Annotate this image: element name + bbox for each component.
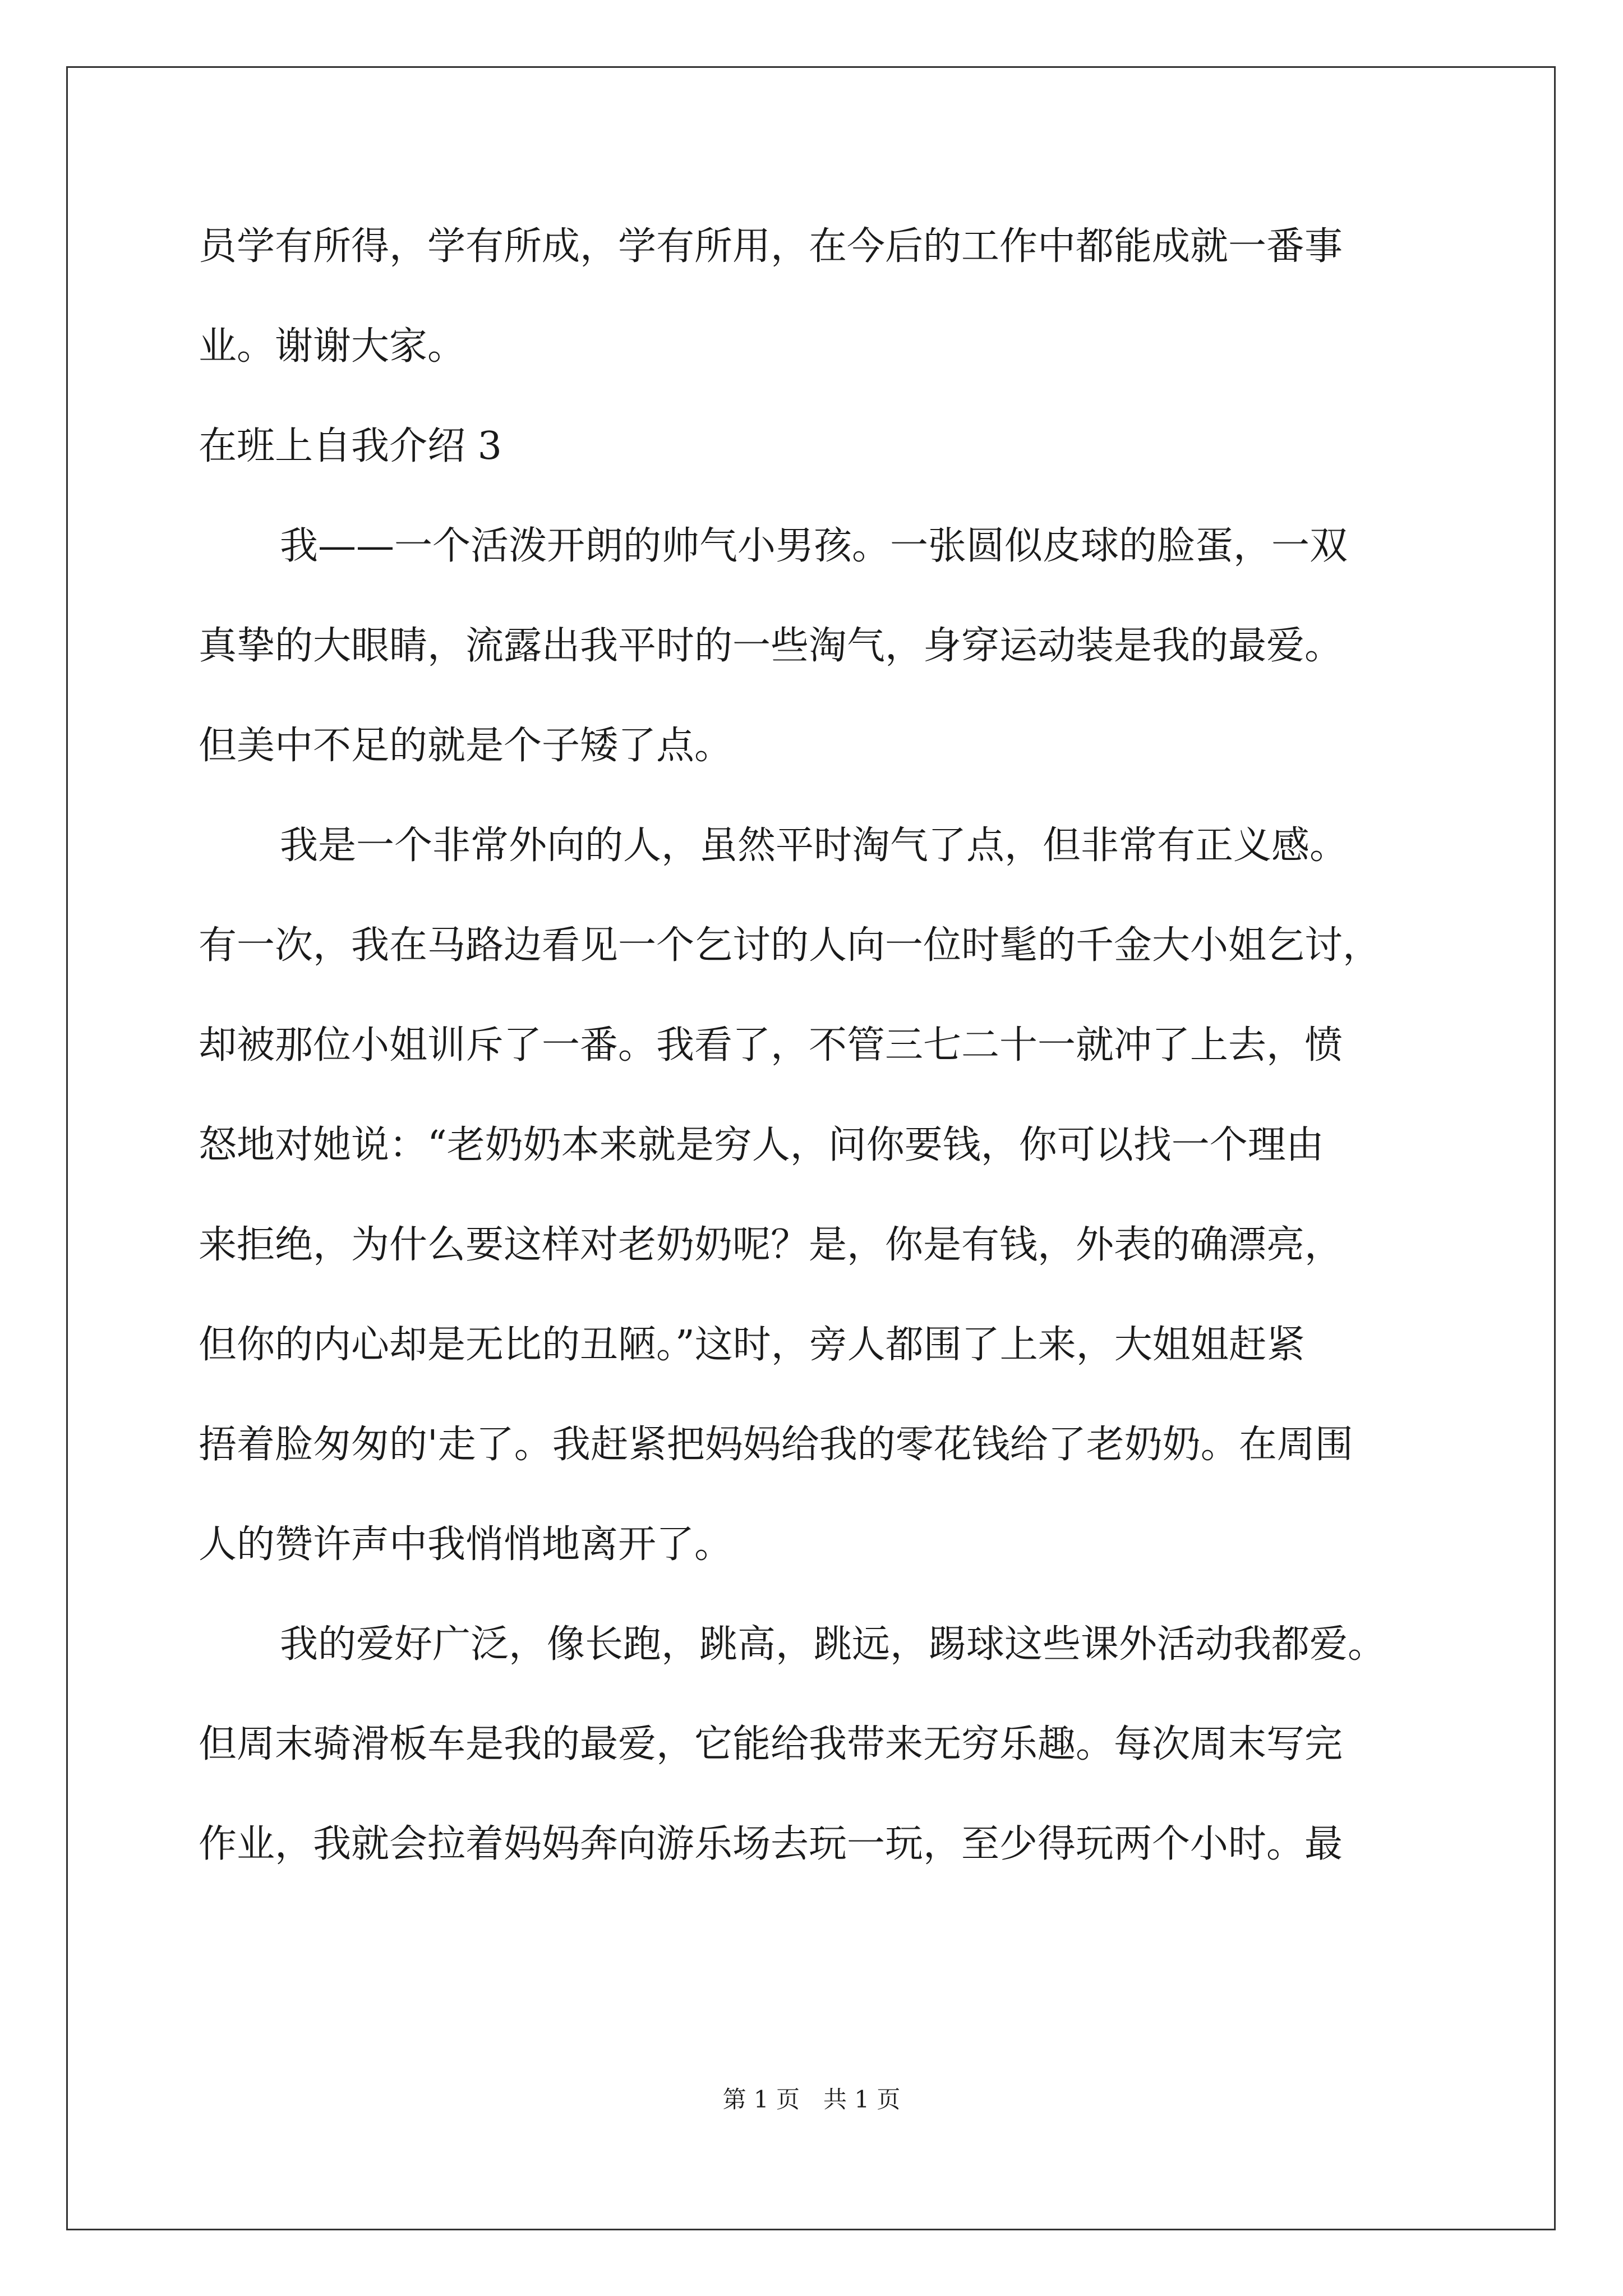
text-line: 但你的内心却是无比的丑陋。”这时，旁人都围了上来，大姐姐赶紧 bbox=[199, 1323, 1305, 1367]
paragraph-start-line: 我的爱好广泛，像长跑，跳高，跳远，踢球这些课外活动我都爱。 bbox=[280, 1622, 1386, 1667]
text-line: 但周末骑滑板车是我的最爱，它能给我带来无穷乐趣。每次周末写完 bbox=[199, 1722, 1343, 1766]
text-line: 但美中不足的就是个子矮了点。 bbox=[199, 724, 733, 768]
paragraph-start-line: 我——一个活泼开朗的帅气小男孩。一张圆似皮球的脸蛋，一双 bbox=[280, 524, 1348, 568]
text-line: 员学有所得，学有所成，学有所用，在今后的工作中都能成就一番事 bbox=[199, 224, 1343, 269]
text-line: 却被那位小姐训斥了一番。我看了，不管三七二十一就冲了上去，愤 bbox=[199, 1023, 1343, 1068]
page-number-footer: 第 1 页 共 1 页 bbox=[722, 2086, 901, 2113]
paragraph-start-line: 我是一个非常外向的人，虽然平时淘气了点，但非常有正义感。 bbox=[280, 823, 1348, 868]
text-line: 怒地对她说：“老奶奶本来就是穷人，问你要钱，你可以找一个理由 bbox=[199, 1123, 1324, 1167]
text-line: 真挚的大眼睛，流露出我平时的一些淘气，身穿运动装是我的最爱。 bbox=[199, 624, 1343, 668]
text-line: 来拒绝，为什么要这样对老奶奶呢？是，你是有钱，外表的确漂亮， bbox=[199, 1223, 1343, 1267]
text-line: 作业，我就会拉着妈妈奔向游乐场去玩一玩，至少得玩两个小时。最 bbox=[199, 1822, 1343, 1866]
section-heading: 在班上自我介绍 3 bbox=[199, 424, 502, 468]
text-line: 捂着脸匆匆的'走了。我赶紧把妈妈给我的零花钱给了老奶奶。在周围 bbox=[199, 1423, 1353, 1467]
text-line: 有一次，我在马路边看见一个乞讨的人向一位时髦的千金大小姐乞讨， bbox=[199, 923, 1381, 968]
document-body bbox=[199, 213, 1432, 1911]
text-line: 业。谢谢大家。 bbox=[199, 324, 466, 369]
text-line: 人的赞许声中我悄悄地离开了。 bbox=[199, 1522, 733, 1567]
